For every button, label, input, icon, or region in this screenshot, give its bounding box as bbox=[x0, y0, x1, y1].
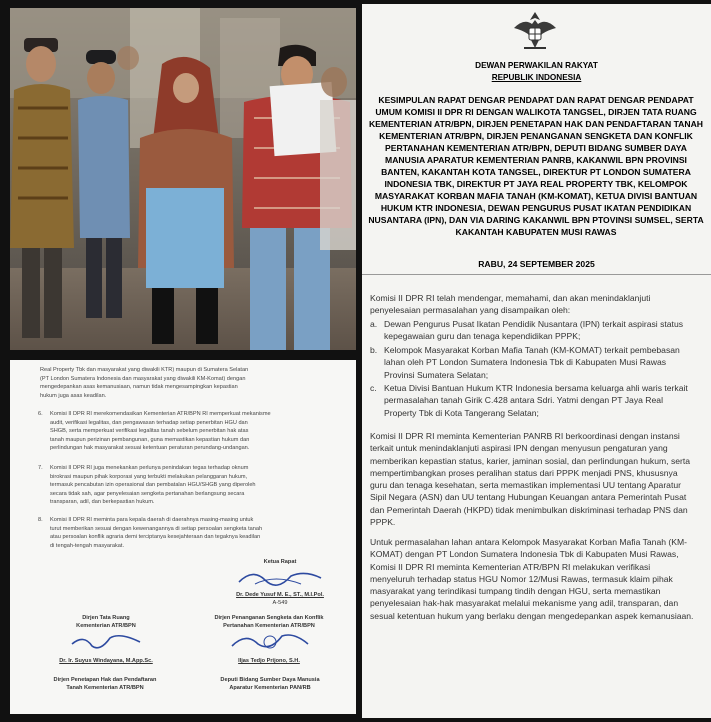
text-line: terkait untuk menindaklanjuti aspirasi IPN dengan menyusun pengaturan yang bbox=[370, 443, 668, 454]
text-line: penyelesaian hak-hak masyarakat melalui mekanisme yang adil, transparan, dan bbox=[370, 598, 679, 609]
signature-title: Kementerian ATR/BPN bbox=[76, 623, 136, 629]
text-line: secara tidak sah, agar penyelesaian sengketa pertanahan berlangsung secara bbox=[50, 490, 245, 497]
text-line: perlindungan hak masyarakat sesuai ketentuan peraturan perundang-undangan. bbox=[50, 445, 250, 452]
text-line: Komisi II DPR RI merekomendasikan Kementerian ATR/BPN RI memperkuat mekanisme bbox=[50, 411, 271, 417]
item-8 bbox=[38, 516, 263, 550]
document-page-2 bbox=[10, 360, 356, 714]
signature-name: Dr. Ir. Suyus Windayana, M.App.Sc. bbox=[59, 658, 153, 664]
signature-name: Iljas Tedjo Prijono, S.H. bbox=[238, 658, 300, 664]
press-photo bbox=[10, 8, 356, 350]
signature-dirjen-sengketa bbox=[186, 614, 352, 665]
text-line: penyelesaian permasalahan yang disampaikan oleh: bbox=[370, 305, 571, 316]
item-7 bbox=[38, 464, 256, 507]
text-line: tanah maupun perizinan pembangunan, guna memastikan kepastian hukum dan bbox=[50, 436, 250, 443]
text-line: Untuk permasalahan lahan antara Kelompok Masyarakat Korban Mafia Tanah (KM- bbox=[370, 537, 688, 547]
text-line: turut memberikan sesuai dengan kewenangannya di setiap persoalan sengketa tanah bbox=[50, 525, 263, 532]
paragraph-intro bbox=[370, 292, 650, 317]
text-line: termasuk pencabutan izin operasional dan pembatalan HGU/SHGB yang diperoleh bbox=[50, 482, 256, 489]
item-marker: 8. bbox=[38, 517, 43, 523]
signature-title: Ketua Rapat bbox=[263, 559, 297, 565]
title-line: NUSANTARA (IPN), DAN VIA DARING KAKANWIL BPN PTOVINSI SUMSEL, SERTA bbox=[368, 215, 704, 225]
signature-chair bbox=[210, 558, 350, 607]
text-line: Komisi II DPR RI meminta Kementerian ATR/BPN RI melakukan verifikasi bbox=[370, 561, 651, 572]
text-line: (PT London Sumatera Indonesia dan masyarakat yang diwakili KM-Komat) dengan bbox=[40, 375, 246, 382]
signature-title: Aparatur Kementerian PAN/RB bbox=[229, 685, 311, 691]
text-line: hukum juga asas keadilan. bbox=[40, 392, 107, 399]
title-line: KAKANTAH KABUPATEN MUSI RAWAS bbox=[455, 227, 617, 237]
letterhead bbox=[362, 60, 711, 84]
text-line: Komisi II DPR RI meminta para kepala daerah di daerahnya masing-masing untuk bbox=[50, 517, 254, 523]
title-line: KEMENTERIAN ATR/BPN, DIRJEN PENANGANAN SENGKETA DAN KONFLIK bbox=[379, 131, 693, 141]
signature-title: Dirjen Penanganan Sengketa dan Konflik bbox=[214, 615, 324, 621]
text-line: memberikan kepastian status, karier, jaminan sosial, dan perlindungan hukum, serta bbox=[370, 455, 691, 466]
item-marker: 7. bbox=[38, 465, 43, 471]
text-line: Sipil Negara (ASN) dan UU tentang Hubungan Keuangan antara Pemerintah Pusat bbox=[370, 492, 687, 503]
institution-name: DEWAN PERWAKILAN RAKYAT bbox=[475, 61, 598, 70]
divider bbox=[362, 274, 711, 275]
meeting-date bbox=[362, 258, 711, 270]
text-line: Ketua Divisi Bantuan Hukum KTR Indonesia bersama keluarga ahli waris terkait bbox=[384, 383, 688, 393]
item-a bbox=[370, 318, 684, 343]
text-line: KOMAT) dengan PT London Sumatera Indonesia Tbk di Kabupaten Musi Rawas, bbox=[370, 549, 679, 560]
signature-title: Dirjen Penetapan Hak dan Pendaftaran bbox=[53, 677, 157, 683]
text-line: Property Tbk di Kota Tangerang Selatan; bbox=[384, 407, 539, 418]
text-line: PPPK. bbox=[370, 517, 396, 528]
signature-deputi-sdm bbox=[190, 676, 350, 692]
text-line: atau persoalan konflik agraria demi terciptanya kesejahteraan dan tegaknya keadilan bbox=[50, 534, 261, 541]
title-line: KEMENTERIAN ATR/BPN, DIRJEN PENETAPAN HAK DAN PENDAFTARAN TANAH bbox=[368, 119, 704, 129]
text-line: menyeluruh terhadap status HGU Nomor 12/Musi Rawas, termasuk klaim pihak bbox=[370, 573, 673, 584]
title-line: HUKUM KTR INDONESIA, DEWAN PENGURUS PUSAT IKATAN PENDIDIKAN bbox=[380, 203, 692, 213]
text-line: sesual ketentuan hukum yang berlaku dengan mengedepankan aspek kemanusiaan. bbox=[370, 610, 694, 621]
text-line: Komisi II DPR RI telah mendengar, memahami, dan akan menindaklanjuti bbox=[370, 293, 651, 303]
text-line: SHGB, serta memperkuat verifikasi legalitas tanah sebelum penerbitan hak atas bbox=[50, 428, 249, 435]
republic-name: REPUBLIK INDONESIA bbox=[491, 73, 582, 82]
title-line: MANUSIA APARATUR KEMENTERIAN PANRB, KAKANWIL BPN PROVINSI bbox=[385, 155, 687, 165]
title-line: MASYARAKAT KORBAN MAFIA TANAH (KM-KOMAT), KETUA DIVISI BANTUAN bbox=[374, 191, 698, 201]
text-line: mengedepankan asas kemanusiaan, namun tidak mengesampingkan kepastian bbox=[40, 384, 238, 391]
text-line: lahan oleh PT London Sumatera Indonesia Tbk di Kabupaten Musi Rawas bbox=[384, 357, 667, 368]
text-line: mempertimbangkan proses peralihan status dari PPPK menjadi PNS, khususnya bbox=[370, 467, 678, 478]
paragraph-intro bbox=[40, 366, 248, 400]
paragraph-km-komat bbox=[370, 536, 693, 622]
title-line: BANTEN, KAKANTAH KOTA TANGSEL, DIREKTUR PT LONDON SUMATERA bbox=[381, 167, 691, 177]
text-line: di tengah-tengah masyarakat. bbox=[50, 542, 125, 549]
document-page-1 bbox=[362, 4, 711, 718]
title-line: PERTANAHAN KEMENTERIAN ATR/BPN, DEPUTI BIDANG SUMBER DAYA bbox=[385, 143, 687, 153]
text-line: dan Pemerintah Daerah (HKPD) tidak menimbulkan diskriminasi terhadap PNS dan bbox=[370, 504, 688, 515]
text-line: permasalahan tanah Girik C.428 antara Sdri. Yatmi dengan PT Jaya Real bbox=[384, 395, 663, 406]
signature-title: Pertanahan Kementerian ATR/BPN bbox=[223, 623, 315, 629]
signature-code: A-549 bbox=[272, 600, 288, 606]
text-line: Komisi II DPR RI juga menekankan perlunya penindakan tegas terhadap oknum bbox=[50, 465, 249, 471]
text-line: Kelompok Masyarakat Korban Mafia Tanah (KM-KOMAT) terkait pembebasan bbox=[384, 345, 680, 355]
signature-dirjen-tata-ruang bbox=[46, 614, 166, 665]
text-line: kepegawaian guru dan tenaga kependidikan PPPK; bbox=[384, 331, 581, 342]
text-line: transparan, adil, dan berkepastian hukum. bbox=[50, 499, 155, 506]
item-marker: 6. bbox=[38, 411, 43, 417]
text-line: masyarakat yang terindikasi tumpang tindih dengan HGU, serta memastikan bbox=[370, 586, 661, 597]
signature-title: Dirjen Tata Ruang bbox=[82, 615, 130, 621]
garuda-emblem-icon bbox=[512, 8, 558, 59]
text-line: guru dan tenaga kesehatan, serta memastikan implementasi UU tentang Aparatur bbox=[370, 480, 681, 491]
signature-name: Dr. Dede Yusuf M. E., ST., M.I.Pol. bbox=[236, 592, 324, 598]
item-marker: c. bbox=[370, 383, 377, 393]
title-line: KESIMPULAN RAPAT DENGAR PENDAPAT DAN RAPAT DENGAR PENDAPAT bbox=[378, 95, 694, 105]
item-marker: a. bbox=[370, 319, 378, 329]
chair-signature-scribble bbox=[235, 566, 325, 588]
item-marker: b. bbox=[370, 345, 378, 355]
item-b bbox=[370, 344, 680, 381]
document-title bbox=[362, 94, 711, 238]
text-line: Dewan Pengurus Pusat Ikatan Pendidik Nusantara (IPN) terkait aspirasi status bbox=[384, 319, 684, 329]
text-line: birokrasi maupun pihak korporasi yang terbukti melakukan pelanggaran hukum, bbox=[50, 473, 248, 480]
text-line: Provinsi Sumatera Selatan; bbox=[384, 369, 489, 380]
item-6 bbox=[38, 410, 271, 453]
text-line: Real Property Tbk dan masyarakat yang diwakili KTR) maupun di Sumatera Selatan bbox=[40, 367, 249, 373]
signature-title: Tanah Kementerian ATR/BPN bbox=[66, 685, 144, 691]
title-line: UMUM KOMISI II DPR RI DENGAN WALIKOTA TANGSEL, DIRJEN TATA RUANG bbox=[375, 107, 697, 117]
dirjen-tata-ruang-signature-scribble bbox=[66, 630, 146, 654]
press-conference-photo bbox=[10, 8, 356, 350]
dirjen-sengketa-signature-scribble bbox=[224, 630, 314, 654]
item-c bbox=[370, 382, 688, 419]
signature-title: Deputi Bidang Sumber Daya Manusia bbox=[220, 677, 320, 683]
signature-dirjen-penetapan bbox=[40, 676, 170, 692]
title-line: INDONESIA TBK, DIREKTUR PT JAYA REAL PROPERTY TBK, KELOMPOK bbox=[384, 179, 688, 189]
text-line: audit, verifikasi legalitas, dan pengawasan terhadap setiap penerbitan HGU dan bbox=[50, 419, 248, 426]
text-line: Komisi II DPR RI meminta Kementerian PANRB RI berkoordinasi dengan instansi bbox=[370, 431, 680, 441]
date-text: RABU, 24 SEPTEMBER 2025 bbox=[478, 259, 595, 269]
paragraph-ipn bbox=[370, 430, 690, 528]
